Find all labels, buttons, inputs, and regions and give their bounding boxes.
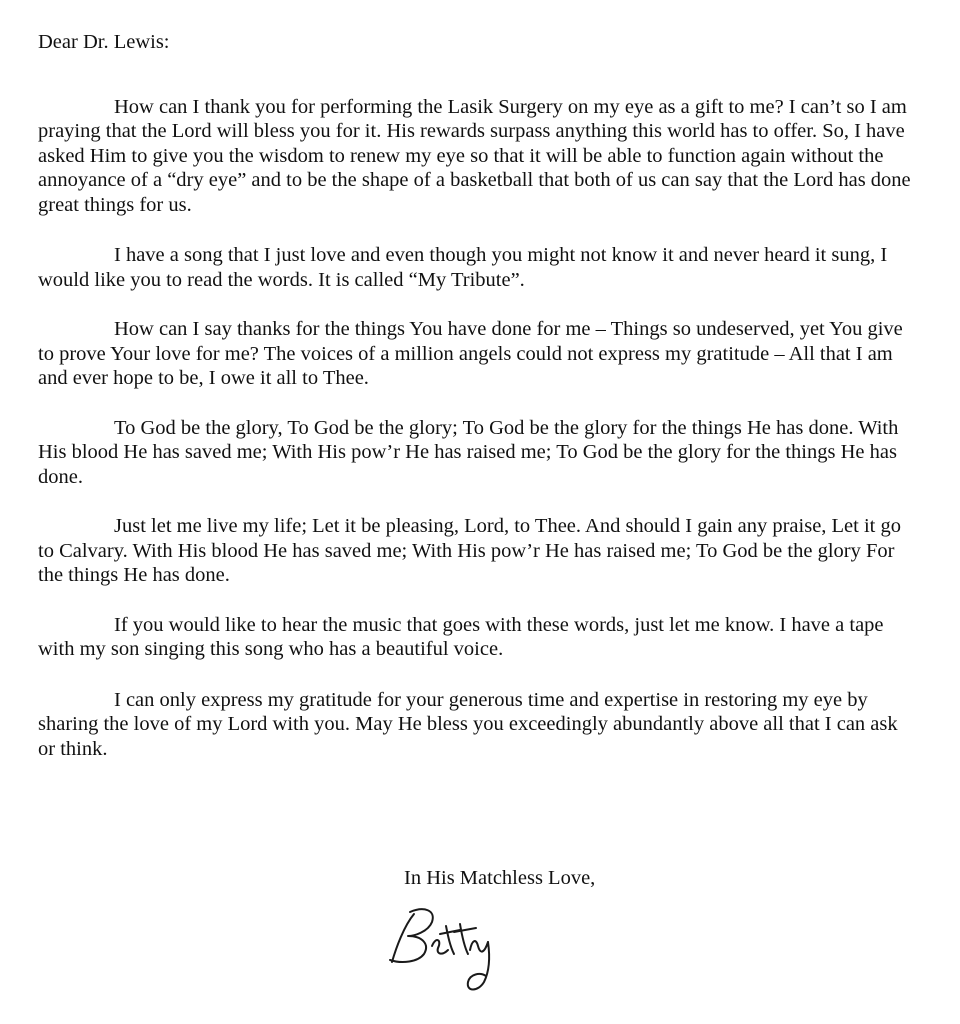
paragraph-lyrics-chorus: To God be the glory, To God be the glory; To God be the glory for the things He has done. With His blood He has saved me; With His pow’r He has raised me; To God be the glory for the things He has done. [38,416,899,488]
salutation: Dear Dr. Lewis: [38,31,170,53]
paragraph-music-offer: If you would like to hear the music that goes with these words, just let me know. I have a tape with my son singing this song who has a beautiful voice. [38,613,884,660]
closing-line: In His Matchless Love, [404,867,596,889]
handwritten-signature [380,900,520,1010]
paragraph-gratitude: I can only express my gratitude for your generous time and expertise in restoring my eye by sharing the love of my Lord with you. May He bless you exceedingly abundantly above all that I can ask or think. [38,688,898,760]
paragraph-song-intro: I have a song that I just love and even though you might not know it and never heard it sung, I would like you to read the words. It is called “My Tribute”. [38,244,888,291]
paragraph-thanks: How can I thank you for performing the Lasik Surgery on my eye as a gift to me? I can’t so I am praying that the Lord will bless you for it. His rewards surpass anything this world has to offer. So, I have asked Him to give you the wisdom to renew my eye so that it will be able to function again without the annoyance of a “dry eye” and to be the shape of a basketball that both of us can say that the Lord has done great things for us. [38,95,911,216]
paragraph-lyrics-verse-two: Just let me live my life; Let it be pleasing, Lord, to Thee. And should I gain any praise, Let it go to Calvary. With His blood He has saved me; With His pow’r He has raised me; To God be the glory For the things He has done. [38,515,901,586]
paragraph-lyrics-verse: How can I say thanks for the things You have done for me – Things so undeserved, yet You give to prove Your love for me? The voices of a million angels could not express my gratitude – All that I am and ever hope to be, I owe it all to Thee. [38,318,903,389]
letter-body [38,20,918,761]
